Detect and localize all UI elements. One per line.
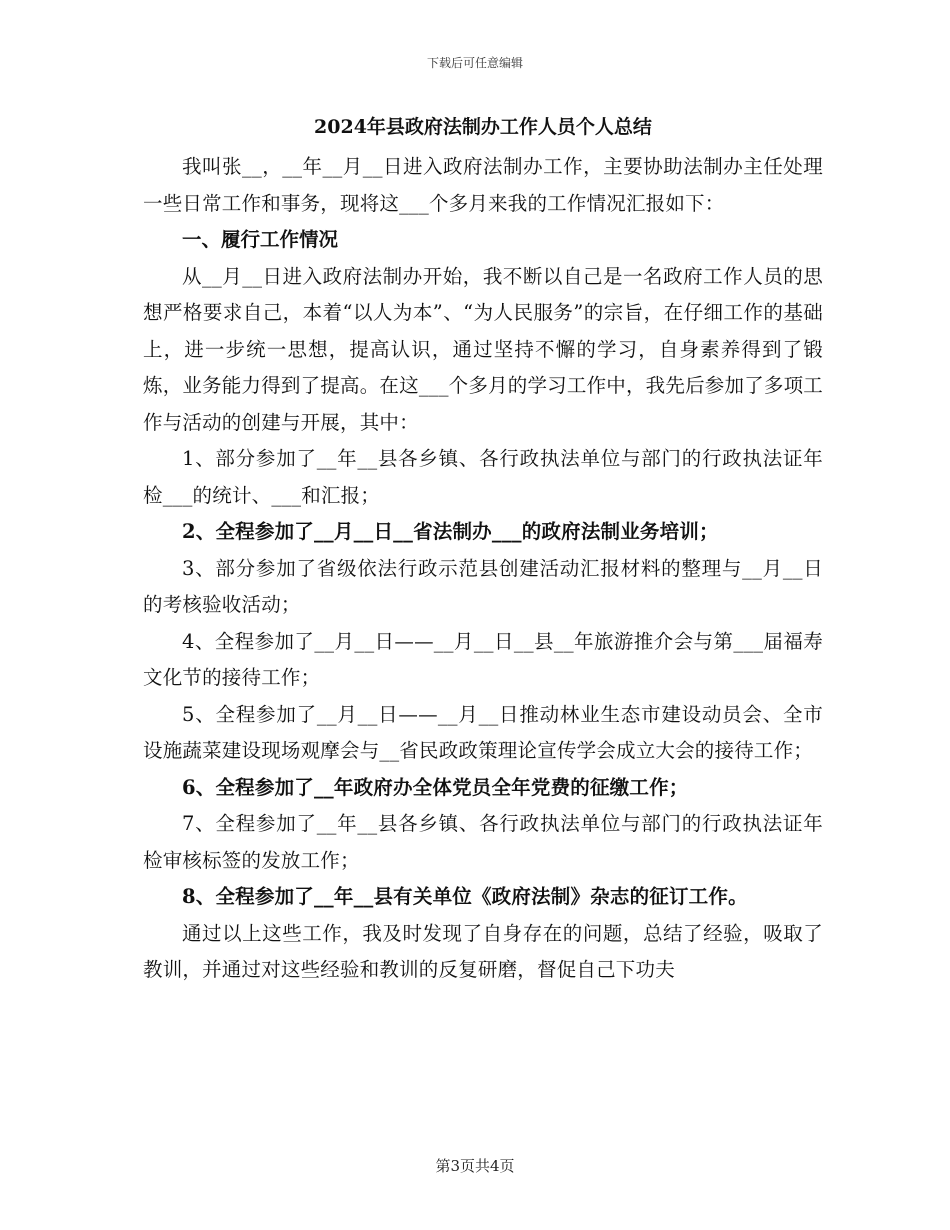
page-header: 下载后可任意编辑 xyxy=(426,56,523,70)
list-item-5: 5、全程参加了__月__日——__月__日推动林业生态市建设动员会、全市设施蔬菜建设现场观摩会与__省民政政策理论宣传学会成立大会的接待工作； xyxy=(143,702,823,762)
list-item-3: 3、部分参加了省级依法行政示范县创建活动汇报材料的整理与__月__日的考核验收活动； xyxy=(143,556,823,616)
list-item-8: 8、全程参加了__年__县有关单位《政府法制》杂志的征订工作。 xyxy=(182,885,748,908)
document-title: 2024年县政府法制办工作人员个人总结 xyxy=(314,116,652,138)
list-item-1: 1、部分参加了__年__县各乡镇、各行政执法单位与部门的行政执法证年检___的统计、___和汇报； xyxy=(143,447,823,507)
body-paragraph: 从__月__日进入政府法制办开始，我不断以自己是一名政府工作人员的思想严格要求自己，本着“以人为本”、“为人民服务”的宗旨，在仔细工作的基础上，进一步统一思想，提高认识，通过坚持不懈的学习，自身素养得到了锻炼，业务能力得到了提高。在这___个多月的学习工作中，我先后参加了多项工作与活动的创建与开展，其中： xyxy=(143,264,823,434)
intro-paragraph: 我叫张__，__年__月__日进入政府法制办工作，主要协助法制办主任处理一些日常工作和事务，现将这___个多月来我的工作情况汇报如下： xyxy=(143,155,823,215)
list-item-2: 2、全程参加了__月__日__省法制办___的政府法制业务培训； xyxy=(182,520,719,543)
list-item-4: 4、全程参加了__月__日——__月__日__县__年旅游推介会与第___届福寿文化节的接待工作； xyxy=(143,629,823,689)
section-heading: 一、履行工作情况 xyxy=(182,228,339,251)
list-item-6: 6、全程参加了__年政府办全体党员全年党费的征缴工作； xyxy=(182,775,689,799)
page-footer: 第3页共4页 xyxy=(435,1157,515,1175)
list-item-7: 7、全程参加了__年__县各乡镇、各行政执法单位与部门的行政执法证年检审核标签的发放工作； xyxy=(143,812,823,872)
closing-paragraph: 通过以上这些工作，我及时发现了自身存在的问题，总结了经验，吸取了教训，并通过对这些经验和教训的反复研磨，督促自己下功夫 xyxy=(143,921,823,981)
document-body xyxy=(143,113,823,989)
